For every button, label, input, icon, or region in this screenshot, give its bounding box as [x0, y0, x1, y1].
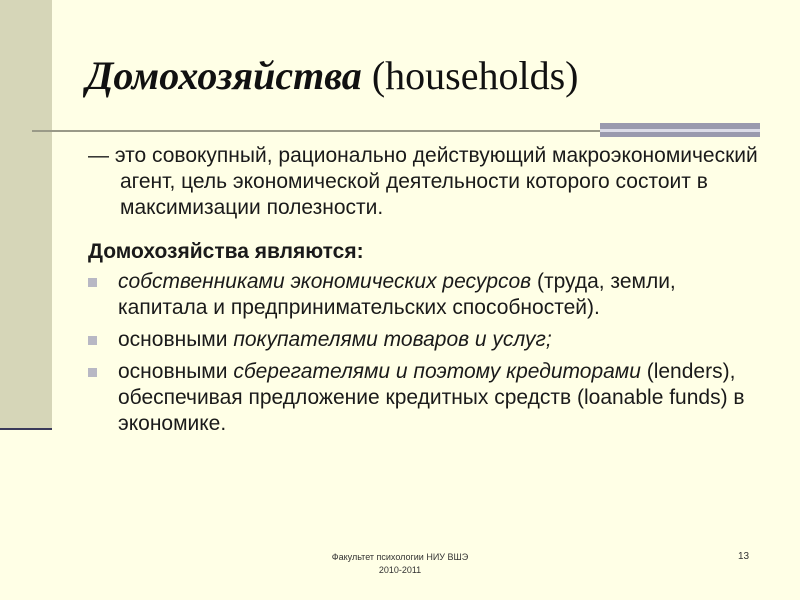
left-decor-band	[0, 0, 52, 428]
slide-footer	[300, 551, 500, 577]
bullet-text: (lenders), обеспечивая предложение кредитных средств (loanable funds) в экономике.	[118, 360, 745, 435]
slide-title	[86, 52, 578, 99]
page-number: 13	[738, 551, 750, 562]
square-bullet-icon	[88, 278, 97, 287]
footer-line2: 2010-2011	[378, 565, 422, 575]
bullet-italic: сберегателями и поэтому кредиторами	[233, 360, 641, 383]
slide-content	[88, 143, 768, 443]
bullet-italic: собственниками экономических ресурсов	[118, 270, 532, 293]
title-italic: Домохозяйства	[86, 53, 362, 98]
title-rule	[32, 130, 602, 132]
bullet-text: основными	[118, 328, 234, 351]
bullet-italic: покупателями товаров и услуг;	[233, 328, 552, 351]
bullet-text: (труда, земли, капитала и предпринимательских способностей).	[118, 270, 676, 319]
footer-line1: Факультет психологии НИУ ВШЭ	[331, 552, 469, 562]
bullet-text: основными	[118, 360, 234, 383]
bullet-item	[88, 327, 768, 353]
bullet-item	[88, 269, 768, 321]
bullet-item	[88, 359, 768, 437]
left-decor-line	[0, 428, 52, 430]
list-heading: Домохозяйства являются:	[88, 240, 364, 263]
definition-text: — это совокупный, рационально действующий макроэкономический агент, цель экономической деятельности которого состоит в максимизации полезности.	[88, 144, 758, 219]
square-bullet-icon	[88, 336, 97, 345]
title-plain: (households)	[361, 53, 579, 98]
title-rule-box-line	[600, 129, 760, 132]
bullet-list	[88, 269, 768, 437]
square-bullet-icon	[88, 368, 97, 377]
